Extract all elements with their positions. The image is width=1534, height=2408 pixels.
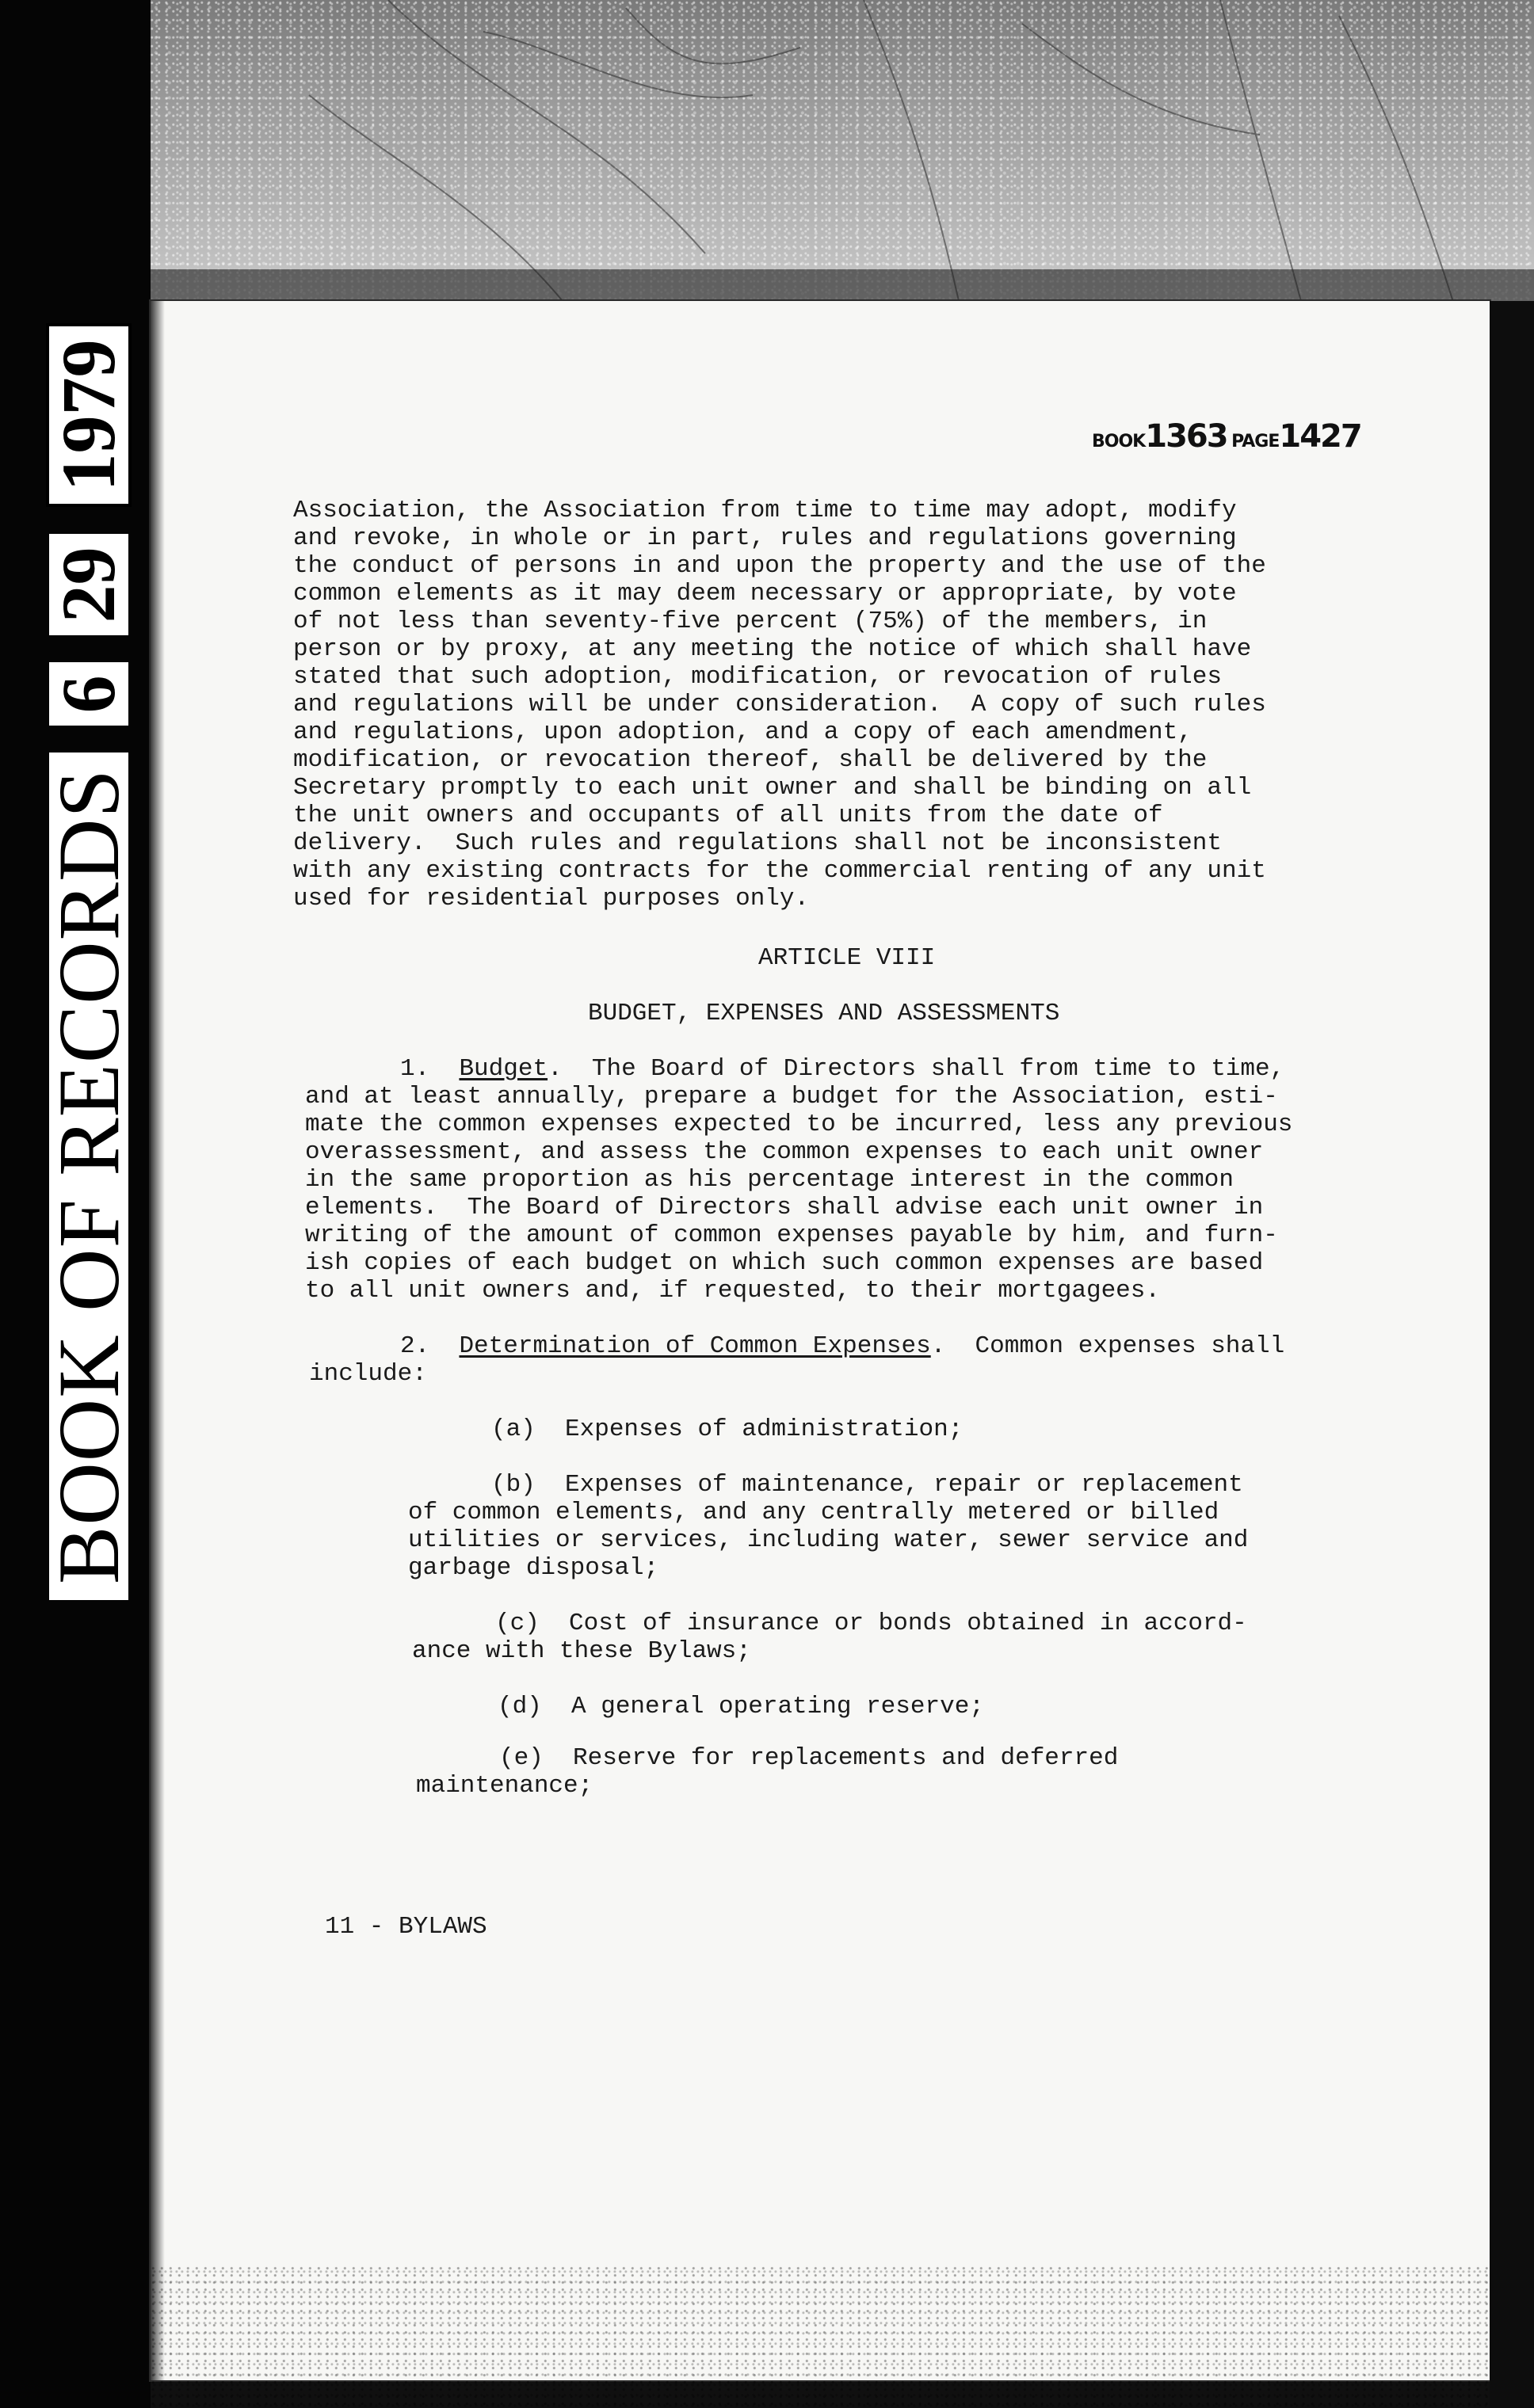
book-page-stamp — [1092, 418, 1361, 455]
paragraph-line: Association, the Association from time to time may adopt, modify — [293, 497, 1237, 524]
paragraph-line: mate the common expenses expected to be incurred, less any previous — [305, 1111, 1293, 1138]
article-title: BUDGET, EXPENSES AND ASSESSMENTS — [588, 1000, 1060, 1027]
section-number: 2. — [400, 1332, 430, 1360]
section-expenses-first-line — [400, 1332, 1284, 1360]
page-edge — [1490, 301, 1534, 2408]
article-number: ARTICLE VIII — [758, 944, 936, 972]
spine-volume: 6 — [49, 662, 128, 726]
paragraph-line: to all unit owners and, if requested, to their mortgagees. — [305, 1277, 1160, 1305]
paragraph-line: with any existing contracts for the commercial renting of any unit — [293, 857, 1266, 885]
paragraph-line: overassessment, and assess the common expenses to each unit owner — [305, 1138, 1264, 1166]
spine-year: 1979 — [46, 323, 132, 507]
list-item-d: (d) A general operating reserve; — [498, 1693, 984, 1720]
section-heading: Budget — [459, 1055, 548, 1083]
paragraph-line: common elements as it may deem necessary or appropriate, by vote — [293, 580, 1237, 608]
spine-day: 29 — [49, 534, 128, 635]
list-item-line: ance with these Bylaws; — [412, 1637, 751, 1665]
list-item-e: (e) Reserve for replacements and deferred — [499, 1744, 1119, 1772]
paragraph-line: of not less than seventy-five percent (75%) of the members, in — [293, 608, 1208, 635]
paragraph-line: and regulations, upon adoption, and a copy of each amendment, — [293, 718, 1192, 746]
paragraph-line: ish copies of each budget on which such common expenses are based — [305, 1249, 1264, 1277]
list-item-line: garbage disposal; — [408, 1554, 659, 1582]
list-item-line: maintenance; — [416, 1772, 593, 1800]
section-number: 1. — [400, 1055, 430, 1083]
stamp-page-label: PAGE — [1231, 432, 1280, 452]
paragraph-line: the conduct of persons in and upon the property and the use of the — [293, 552, 1266, 580]
spine-title: BOOK OF RECORDS — [49, 752, 128, 1600]
paragraph-line: and revoke, in whole or in part, rules and regulations governing — [293, 524, 1237, 552]
list-item-line: utilities or services, including water, sewer service and — [408, 1526, 1249, 1554]
paragraph-line: the unit owners and occupants of all units from the date of — [293, 802, 1163, 829]
paragraph-line: stated that such adoption, modification, or revocation of rules — [293, 663, 1222, 691]
stamp-book-number: 1363 — [1145, 418, 1227, 455]
list-item-a: (a) Expenses of administration; — [491, 1415, 964, 1443]
paragraph-line: writing of the amount of common expenses payable by him, and furn- — [305, 1221, 1278, 1249]
paragraph-line: person or by proxy, at any meeting the notice of which shall have — [293, 635, 1252, 663]
paragraph-line: include: — [309, 1360, 427, 1388]
scanned-noise-bottom — [151, 2265, 1490, 2408]
book-spine — [0, 0, 151, 2408]
list-item-c: (c) Cost of insurance or bonds obtained in accord- — [495, 1610, 1247, 1637]
paragraph-line: used for residential purposes only. — [293, 885, 810, 913]
stamp-page-number: 1427 — [1279, 418, 1361, 455]
page-binding-shadow — [151, 301, 165, 2380]
list-item-b: (b) Expenses of maintenance, repair or replacement — [491, 1471, 1243, 1499]
page-footer: 11 - BYLAWS — [325, 1913, 487, 1941]
section-first-line-rest: . The Board of Directors shall from time to time, — [548, 1055, 1285, 1083]
paragraph-line: and regulations will be under consideration. A copy of such rules — [293, 691, 1266, 718]
paragraph-line: modification, or revocation thereof, shall be delivered by the — [293, 746, 1208, 774]
paragraph-line: delivery. Such rules and regulations shall not be inconsistent — [293, 829, 1222, 857]
section-heading: Determination of Common Expenses — [459, 1332, 931, 1360]
list-item-line: of common elements, and any centrally metered or billed — [408, 1499, 1219, 1526]
scanned-scratches — [151, 0, 1534, 333]
section-budget-first-line — [400, 1055, 1284, 1083]
paragraph-line: and at least annually, prepare a budget for the Association, esti- — [305, 1083, 1278, 1111]
spine-label — [40, 95, 137, 1600]
section-first-line-rest: . Common expenses shall — [930, 1332, 1285, 1360]
paragraph-line: in the same proportion as his percentage interest in the common — [305, 1166, 1234, 1194]
paragraph-line: elements. The Board of Directors shall advise each unit owner in — [305, 1194, 1264, 1221]
paragraph-line: Secretary promptly to each unit owner and shall be binding on all — [293, 774, 1252, 802]
stamp-book-label: BOOK — [1092, 432, 1146, 452]
